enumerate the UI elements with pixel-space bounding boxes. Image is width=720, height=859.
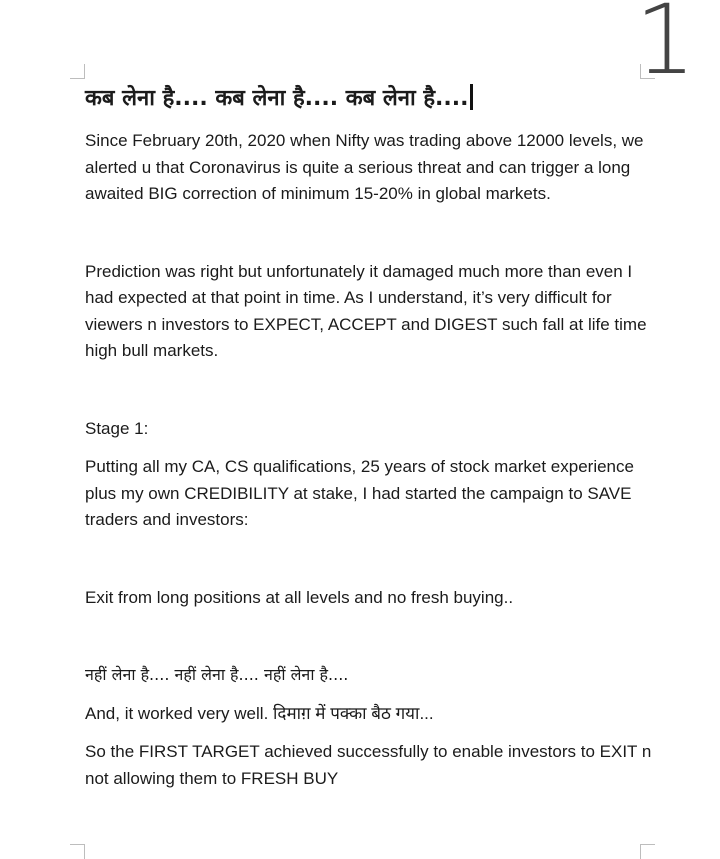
margin-corner-bottom-left	[70, 844, 85, 859]
paragraph-hindi: नहीं लेना है.... नहीं लेना है.... नहीं लेना है....	[85, 665, 349, 684]
paragraph-4: Exit from long positions at all levels and no fresh buying..	[85, 587, 514, 607]
paragraph-3: Putting all my CA, CS qualifications, 25 years of stock market experience plus my own CREDIBILITY at stake, I had started the campaign to SAVE traders and investors:	[85, 457, 634, 529]
paragraph-2: Prediction was right but unfortunately it damaged much more than even I had expected at that point in time. As I understand, it’s very difficult for viewers n investors to EXPECT, ACCEPT and DIGEST such fall at life time high bull markets.	[85, 261, 647, 360]
page-number: 1	[634, 0, 696, 96]
margin-corner-bottom-right	[640, 844, 655, 859]
paragraph-stage-label: Stage 1:	[85, 418, 149, 438]
document-heading: कब लेना है.... कब लेना है.... कब लेना है....	[85, 84, 655, 114]
paragraph-1: Since February 20th, 2020 when Nifty was trading above 12000 levels, we alerted u that Coronavirus is quite a serious threat and can trigger a long awaited BIG correction of minimum 15-20% in global markets.	[85, 131, 644, 203]
margin-corner-top-right	[640, 64, 655, 79]
paragraph-5: And, it worked very well. दिमाग़ में पक्का बैठ गया...	[85, 703, 434, 723]
document-body[interactable]	[85, 84, 655, 792]
paragraph-6: So the FIRST TARGET achieved successfully to enable investors to EXIT n not allowing them to FRESH BUY	[85, 742, 652, 788]
text-cursor	[470, 84, 473, 110]
margin-corner-top-left	[70, 64, 85, 79]
